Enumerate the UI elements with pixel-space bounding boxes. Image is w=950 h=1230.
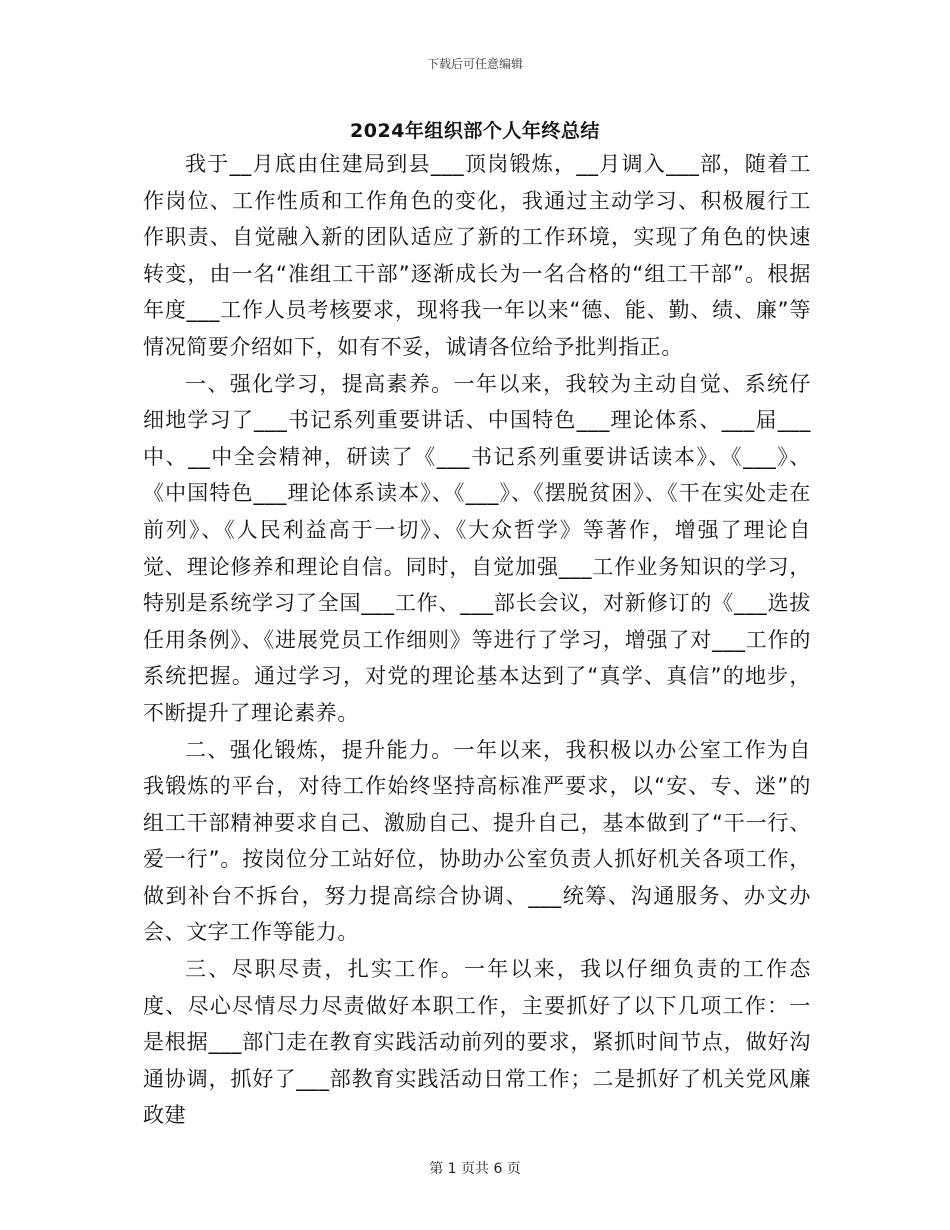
paragraph-training: 二、强化锻炼，提升能力。一年以来，我积极以办公室工作为自我锻炼的平台，对待工作始终坚持高标准严要求，以“安、专、迷”的组工干部精神要求自己、激励自己、提升自己，基本做到了“干一行、爱一行”。按岗位分工站好位，协助办公室负责人抓好机关各项工作，做到补台不拆台，努力提高综合协调、___统筹、沟通服务、办文办会、文字工作等能力。 — [143, 737, 811, 945]
page-header-note: 下载后可任意编辑 — [426, 57, 523, 71]
paragraph-study: 一、强化学习，提高素养。一年以来，我较为主动自觉、系统仔细地学习了___书记系列重要讲话、中国特色___理论体系、___届___中、__中全会精神，研读了《___书记系列重要讲话读本》、《___》、《中国特色___理论体系读本》、《___》、《摆脱贫困》、《干在实处走在前列》、《人民利益高于一切》、《大众哲学》等著作，增强了理论自觉、理论修养和理论自信。同时，自觉加强___工作业务知识的学习，特别是系统学习了全国___工作、___部长会议，对新修订的《___选拔任用条例》、《进展党员工作细则》等进行了学习，增强了对___工作的系统把握。通过学习，对党的理论基本达到了“真学、真信”的地步，不断提升了理论素养。 — [143, 371, 811, 725]
document-body — [143, 146, 811, 1134]
document-title: 2024年组织部个人年终总结 — [350, 120, 600, 142]
page-footer-number: 第 1 页共 6 页 — [429, 1161, 521, 1177]
paragraph-intro: 我于__月底由住建局到县___顶岗锻炼，__月调入___部，随着工作岗位、工作性质和工作角色的变化，我通过主动学习、积极履行工作职责、自觉融入新的团队适应了新的工作环境，实现了角色的快速转变，由一名“准组工干部”逐渐成长为一名合格的“组工干部”。根据年度___工作人员考核要求，现将我一年以来“德、能、勤、绩、廉”等情况简要介绍如下，如有不妥，诚请各位给予批判指正。 — [143, 152, 811, 359]
paragraph-duties: 三、尽职尽责，扎实工作。一年以来，我以仔细负责的工作态度、尽心尽情尽力尽责做好本职工作，主要抓好了以下几项工作：一是根据___部门走在教育实践活动前列的要求，紧抓时间节点，做好沟通协调，抓好了___部教育实践活动日常工作；二是抓好了机关党风廉政建 — [143, 957, 811, 1128]
